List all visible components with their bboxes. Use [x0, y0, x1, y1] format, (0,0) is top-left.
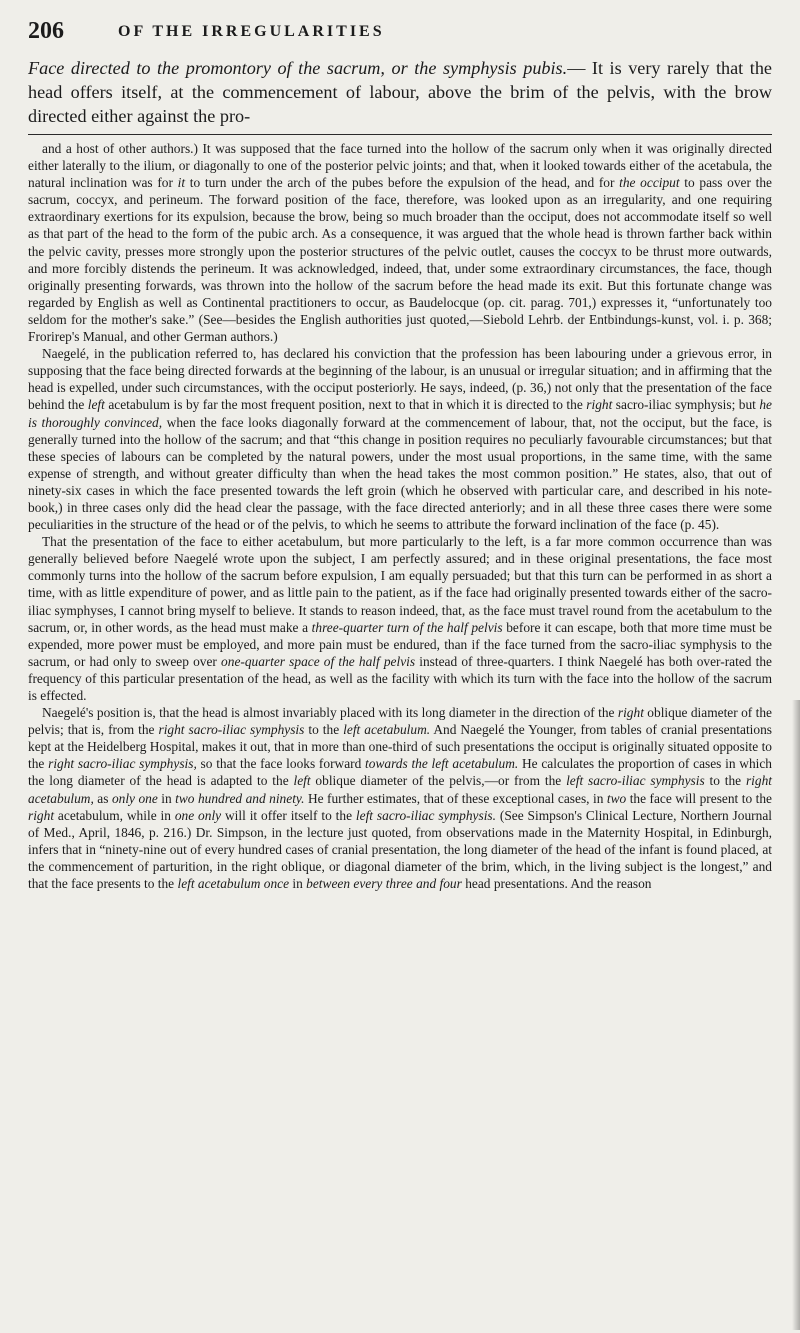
footnote-italic-run: left sacro-iliac symphysis [566, 773, 705, 789]
footnote-italic-run: left [293, 773, 311, 789]
footnote-text-run: He calculates the proportion of cases in which the long diameter of the head is adapted to the [28, 756, 773, 789]
footnote-italic-run: left [87, 397, 105, 413]
footnote-text-run: That the presentation of the face to either acetabulum, but more particularly to the left, is a far more common occurrence than was generally believed before Naegelé wrote upon the subject, I am perfectly assured; and in these original presentations, the face most commonly turns into the hollow of the sacrum before expulsion, I am equally persuaded; but that this turn can be performed in as short a time, with as little expenditure of power, and as little pain to the patient, as if the face had originally presented towards either of the sacro-iliac symphyses, I cannot bring myself to believe. It stands to reason indeed, that, as the face must travel round from the acetabulum to the sacrum, or, in other words, as the head must make a [28, 534, 772, 635]
footnote-italic-run: it [177, 175, 186, 191]
footnote-text-run: He further estimates, that of these exceptional cases, in [304, 790, 607, 806]
footnote-text-run: before it can escape, both that more time must be expended, more power must be employed, and more pain must be endured, than if the face turned from the sacro-iliac symphysis to the sacrum, or had only to sweep over [28, 619, 772, 669]
page-edge-shadow [792, 700, 800, 1330]
footnote-text-run: oblique diameter of the pelvis,—or from the [310, 773, 567, 789]
footnote-text-run: the face will present to the [626, 790, 772, 806]
footnote-italic-run: between every three and four [306, 876, 462, 892]
footnote-italic-run: left acetabulum. [343, 722, 431, 738]
footnote-text-run: will it offer itself to the [221, 807, 356, 823]
lead-paragraph [28, 56, 772, 128]
footnote-text-run: And Naegelé the Younger, from tables of cranial presentations kept at the Heidelberg Hospital, makes it out, that in more than one-third of such presentations the occiput is originally situated opposite to the [28, 722, 772, 772]
footnote-text-run: instead of three-quarters. I think Naegelé has both over-rated the frequency of this particular presentation of the head, as well as the facility with which its turn with the face into the hollow of the sacrum is effected. [28, 653, 772, 703]
footnote-italic-run: two [606, 790, 627, 806]
footnote-italic-run: towards the left acetabulum. [365, 756, 519, 772]
running-head: OF THE IRREGULARITIES [118, 23, 385, 40]
footnote-paragraph [28, 345, 772, 533]
footnote-text-run: to the [704, 773, 746, 789]
footnote-paragraph [28, 140, 772, 345]
footnote-italic-run: left sacro-iliac symphysis. [355, 807, 496, 823]
footnote-italic-run: the occiput [619, 175, 680, 191]
footnote-italic-run: only one [111, 790, 158, 806]
footnote-text-run: and a host of other authors.) It was supposed that the face turned into the hollow of the sacrum only when it was originally directed either laterally to the ilium, or diagonally to one of the posterior pelvic joints; and that, when it looked towards either of the acetabula, the natural inclination was for [28, 141, 772, 191]
footnote-italic-run: right [586, 397, 613, 413]
page-number: 206 [28, 18, 64, 44]
footnote [28, 140, 772, 892]
footnote-text-run: sacro-iliac symphysis; but [612, 397, 760, 413]
footnote-italic-run: right sacro-iliac symphysis, [48, 756, 197, 772]
footnote-italic-run: one-quarter space of the half pelvis [221, 653, 416, 669]
footnote-text-run: Naegelé's position is, that the head is almost invariably placed with its long diameter in the direction of the [42, 705, 618, 721]
footnote-paragraph [28, 533, 772, 704]
page-header [28, 18, 772, 48]
footnote-text-run: to pass over the sacrum, coccyx, and perineum. The forward position of the face, therefore, was looked upon as an irregularity, and one requiring extraordinary exertions for its expulsion, because the brow, being so much broader than the occiput, does not accommodate itself so well as that part of the head to the form of the pubic arch. As a consequence, it was argued that the whole head is thrown farther back within the pelvic cavity, presses more strongly upon the posterior structures of the pelvic outlet, causes the coccyx to be thrust more outwards, and more forcibly distends the perineum. It was acknowledged, indeed, that, under some extraordinary circumstances, the face, though originally presenting forwards, was thrown into the hollow of the sacrum before the head made its exit. But this fortunate change was regarded by English as well as Continental practitioners to occur, as Baudelocque (op. cit. parag. 701,) expresses it, “unfortunately too seldom for the mother's sake.” (See—besides the English authorities just quoted,—Siebold Lehrb. der Entbindungs-kunst, vol. i. p. 368; Frorirep's Manual, and other German authors.) [28, 175, 772, 345]
footnote-italic-run: he is thoroughly convinced, [28, 397, 772, 430]
footnote-italic-run: left acetabulum once [177, 876, 290, 892]
footnote-paragraph [28, 704, 772, 892]
footnote-italic-run: right [617, 705, 644, 721]
footnote-text-run: to the [304, 722, 344, 738]
footnote-text-run: acetabulum is by far the most frequent position, next to that in which it is directed to the [104, 397, 587, 413]
footnote-text-run: Naegelé, in the publication referred to, has declared his conviction that the profession has been labouring under a grievous error, in supposing that the face being directed forwards at the beginning of the labour, is an unusual or irregular situation; and in affirming that the head is expelled, under such circumstances, with the occiput posteriorly. He says, indeed, (p. 36,) not only that the presentation of the face behind the [28, 346, 772, 413]
footnote-text-run: in [289, 876, 307, 892]
footnote-italic-run: one only [174, 807, 222, 823]
footnote-text-run: to turn under the arch of the pubes before the expulsion of the head, and for [185, 175, 620, 191]
footnote-italic-run: three-quarter turn of the half pelvis [311, 619, 503, 635]
footnote-text-run: when the face looks diagonally forward at the commencement of labour, that, not the occiput, but the face, is generally turned into the hollow of the sacrum; and that “this change in position requires no peculiarly favourable circumstances; but that these species of labours can be completed by the natural powers, under the most usual proportions, in the same time, with the same expense of strength, and without greater difficulty than when the head takes the most common position.” He states, also, that out of ninety-six cases in which the face presented towards the left groin (which he observed with particular care, and described in his note-book,) in three cases only did the head clear the passage, with the face directed anteriorly; and in all these three cases there were some peculiarities in the structure of the head or of the pelvis, to which he seems to attribute the forward inclination of the face (p. 45). [28, 414, 772, 533]
footnote-text-run: head presentations. And the reason [461, 876, 652, 892]
footnote-italic-run: right acetabulum, [28, 773, 772, 806]
section-heading: Face directed to the promontory of the sacrum, or the symphysis pubis. [28, 58, 568, 78]
footnote-italic-run: right sacro-iliac symphysis [158, 722, 305, 738]
footnote-text-run: as [93, 790, 112, 806]
footnote-italic-run: right [28, 807, 55, 823]
footnote-rule [28, 134, 772, 135]
footnote-text-run: (See Simpson's Clinical Lecture, Northern Journal of Med., April, 1846, p. 216.) Dr. Simpson, in the lecture just quoted, from observations made in the Maternity Hospital, in Edinburgh, infers that in “ninety-nine out of every hundred cases of cranial presentation, the long diameter of the head of the infant is found placed, at the commencement of parturition, in the right oblique, or diagonal diameter of the brim, which, in the living subject is the longest,” and that the face presents to the [28, 807, 772, 892]
lead-text: — It is very rarely that the head offers itself, at the commencement of labour, above the brim of the pelvis, with the brow directed either against the pro- [28, 58, 772, 126]
footnote-text-run: so that the face looks forward [196, 756, 366, 772]
footnote-text-run: in [157, 790, 176, 806]
footnote-text-run: oblique diameter of the pelvis; that is, from the [28, 705, 772, 738]
footnote-text-run: acetabulum, while in [54, 807, 175, 823]
footnote-italic-run: two hundred and ninety. [175, 790, 305, 806]
